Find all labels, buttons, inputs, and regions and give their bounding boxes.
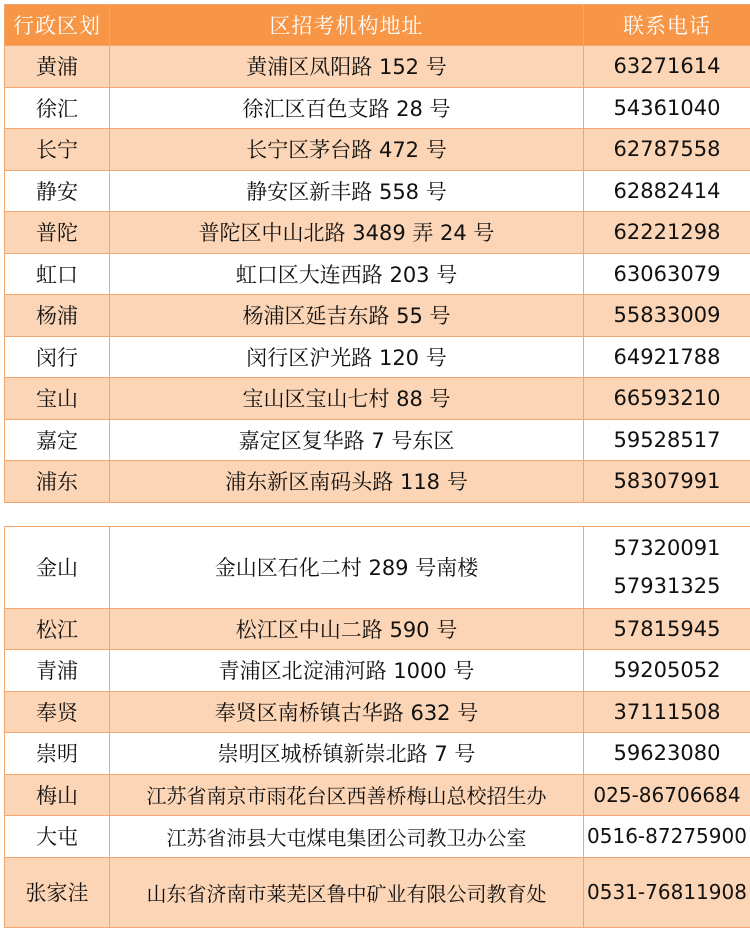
district-cell: 金山 bbox=[5, 526, 110, 608]
address-cell: 崇明区城桥镇新崇北路 7 号 bbox=[110, 733, 584, 775]
district-cell: 松江 bbox=[5, 608, 110, 650]
phone-cell: 66593210 bbox=[584, 378, 750, 420]
phone-cell: 63063079 bbox=[584, 253, 750, 295]
phone-line-2: 57931325 bbox=[584, 567, 750, 605]
address-cell: 山东省济南市莱芜区鲁中矿业有限公司教育处 bbox=[110, 857, 584, 927]
table-row bbox=[5, 816, 750, 858]
phone-cell: 62221298 bbox=[584, 212, 750, 254]
phone-cell: 59205052 bbox=[584, 650, 750, 692]
district-cell: 普陀 bbox=[5, 212, 110, 254]
phone-cell: 025-86706684 bbox=[584, 774, 750, 816]
address-cell: 宝山区宝山七村 88 号 bbox=[110, 378, 584, 420]
phone-cell: 0531-76811908 bbox=[584, 857, 750, 927]
address-cell: 青浦区北淀浦河路 1000 号 bbox=[110, 650, 584, 692]
phone-cell bbox=[584, 526, 750, 608]
header-phone: 联系电话 bbox=[584, 5, 750, 46]
address-cell: 徐汇区百色支路 28 号 bbox=[110, 87, 584, 129]
district-cell: 静安 bbox=[5, 170, 110, 212]
phone-cell: 63271614 bbox=[584, 46, 750, 88]
table-row bbox=[5, 857, 750, 927]
table-row bbox=[5, 129, 750, 171]
table-row bbox=[5, 336, 750, 378]
address-cell: 长宁区茅台路 472 号 bbox=[110, 129, 584, 171]
address-cell: 静安区新丰路 558 号 bbox=[110, 170, 584, 212]
table-row bbox=[5, 170, 750, 212]
table-row bbox=[5, 608, 750, 650]
phone-cell: 62882414 bbox=[584, 170, 750, 212]
district-cell: 梅山 bbox=[5, 774, 110, 816]
table-row bbox=[5, 774, 750, 816]
table-row bbox=[5, 295, 750, 337]
address-cell: 江苏省南京市雨花台区西善桥梅山总校招生办 bbox=[110, 774, 584, 816]
district-cell: 浦东 bbox=[5, 461, 110, 503]
offices-table-secondary bbox=[4, 526, 750, 928]
address-cell: 杨浦区延吉东路 55 号 bbox=[110, 295, 584, 337]
phone-cell: 55833009 bbox=[584, 295, 750, 337]
address-cell: 奉贤区南桥镇古华路 632 号 bbox=[110, 691, 584, 733]
address-cell: 普陀区中山北路 3489 弄 24 号 bbox=[110, 212, 584, 254]
phone-cell: 62787558 bbox=[584, 129, 750, 171]
district-cell: 张家洼 bbox=[5, 857, 110, 927]
header-district: 行政区划 bbox=[5, 5, 110, 46]
phone-cell: 37111508 bbox=[584, 691, 750, 733]
address-cell: 黄浦区凤阳路 152 号 bbox=[110, 46, 584, 88]
offices-table-main bbox=[4, 4, 750, 503]
district-cell: 宝山 bbox=[5, 378, 110, 420]
table-row bbox=[5, 650, 750, 692]
address-cell: 嘉定区复华路 7 号东区 bbox=[110, 419, 584, 461]
district-cell: 嘉定 bbox=[5, 419, 110, 461]
phone-cell: 64921788 bbox=[584, 336, 750, 378]
table-row bbox=[5, 526, 750, 608]
district-cell: 虹口 bbox=[5, 253, 110, 295]
district-cell: 崇明 bbox=[5, 733, 110, 775]
table-row bbox=[5, 691, 750, 733]
address-cell: 松江区中山二路 590 号 bbox=[110, 608, 584, 650]
table-row bbox=[5, 419, 750, 461]
phone-cell: 59623080 bbox=[584, 733, 750, 775]
table-row bbox=[5, 253, 750, 295]
header-address: 区招考机构地址 bbox=[110, 5, 584, 46]
phone-cell: 0516-87275900 bbox=[584, 816, 750, 858]
table-row bbox=[5, 378, 750, 420]
district-cell: 徐汇 bbox=[5, 87, 110, 129]
district-cell: 大屯 bbox=[5, 816, 110, 858]
table-row bbox=[5, 461, 750, 503]
table-row bbox=[5, 87, 750, 129]
phone-cell: 57815945 bbox=[584, 608, 750, 650]
phone-cell: 59528517 bbox=[584, 419, 750, 461]
table-row bbox=[5, 46, 750, 88]
district-cell: 奉贤 bbox=[5, 691, 110, 733]
district-cell: 杨浦 bbox=[5, 295, 110, 337]
address-cell: 金山区石化二村 289 号南楼 bbox=[110, 526, 584, 608]
district-cell: 青浦 bbox=[5, 650, 110, 692]
district-cell: 闵行 bbox=[5, 336, 110, 378]
phone-line-1: 57320091 bbox=[584, 529, 750, 567]
address-cell: 闵行区沪光路 120 号 bbox=[110, 336, 584, 378]
table-row bbox=[5, 733, 750, 775]
table-row bbox=[5, 212, 750, 254]
district-cell: 黄浦 bbox=[5, 46, 110, 88]
address-cell: 江苏省沛县大屯煤电集团公司教卫办公室 bbox=[110, 816, 584, 858]
phone-cell: 54361040 bbox=[584, 87, 750, 129]
header-row bbox=[5, 5, 750, 46]
phone-cell: 58307991 bbox=[584, 461, 750, 503]
district-cell: 长宁 bbox=[5, 129, 110, 171]
address-cell: 浦东新区南码头路 118 号 bbox=[110, 461, 584, 503]
address-cell: 虹口区大连西路 203 号 bbox=[110, 253, 584, 295]
